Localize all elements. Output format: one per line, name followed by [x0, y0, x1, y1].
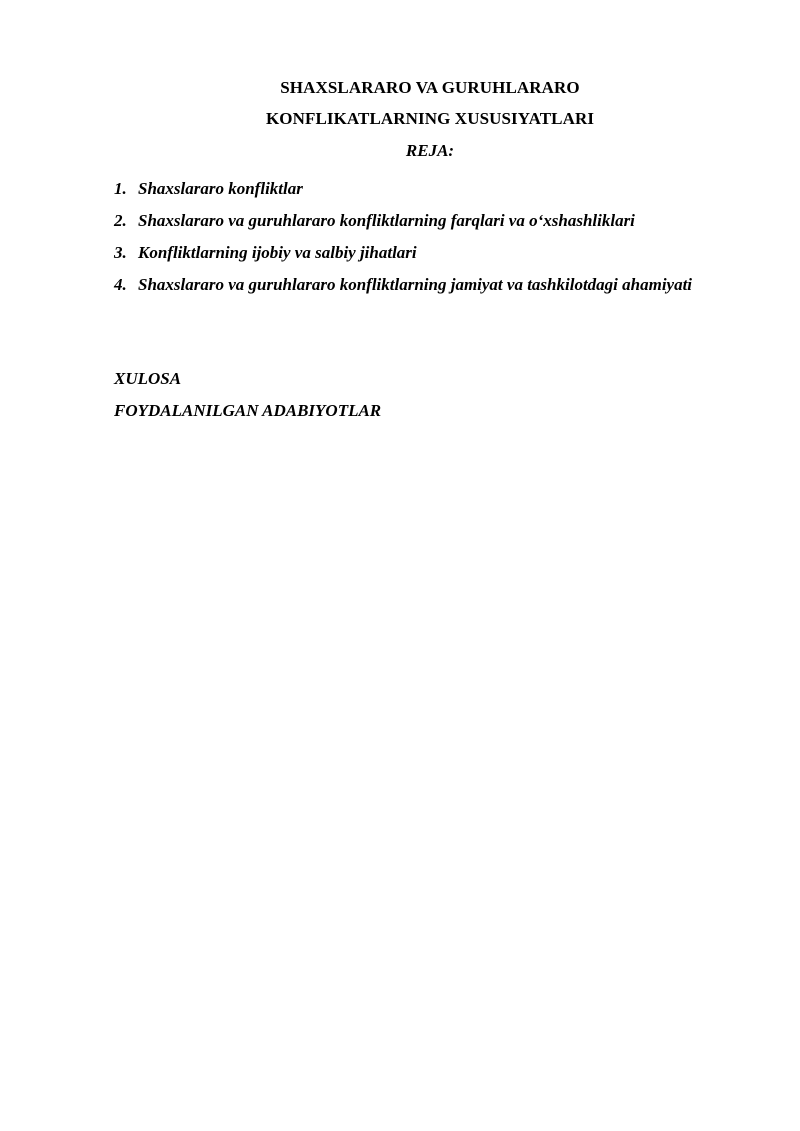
plan-item-text: Shaxslararo va guruhlararo konfliktlarning farqlari va o‘xshashliklari [138, 211, 635, 230]
plan-item-2 [114, 205, 741, 237]
plan-item-text: Shaxslararo va guruhlararo konfliktlarning jamiyat va tashkilotdagi ahamiyati [138, 275, 693, 294]
plan-item-text: Konfliktlarning ijobiy va salbiy jihatlari [138, 243, 417, 262]
plan-item-number: 3. [114, 243, 127, 262]
plan-item-4 [114, 269, 741, 301]
plan-item-number: 2. [114, 211, 127, 230]
plan-item-text: Shaxslararo konfliktlar [138, 179, 303, 198]
plan-heading: REJA: [405, 141, 455, 160]
plan-item-number: 1. [114, 179, 127, 198]
plan-item-1 [114, 173, 741, 205]
document-title-line-1: SHAXSLARARO VA GURUHLARARO [280, 78, 580, 97]
document-title-line-2: KONFLIKATLARNING XUSUSIYATLARI [265, 109, 595, 128]
plan-item-3 [114, 237, 741, 269]
conclusion-heading: XULOSA [114, 369, 182, 388]
plan-list [114, 173, 741, 301]
references-heading: FOYDALANILGAN ADABIYOTLAR [114, 401, 382, 420]
plan-item-number: 4. [114, 275, 127, 294]
